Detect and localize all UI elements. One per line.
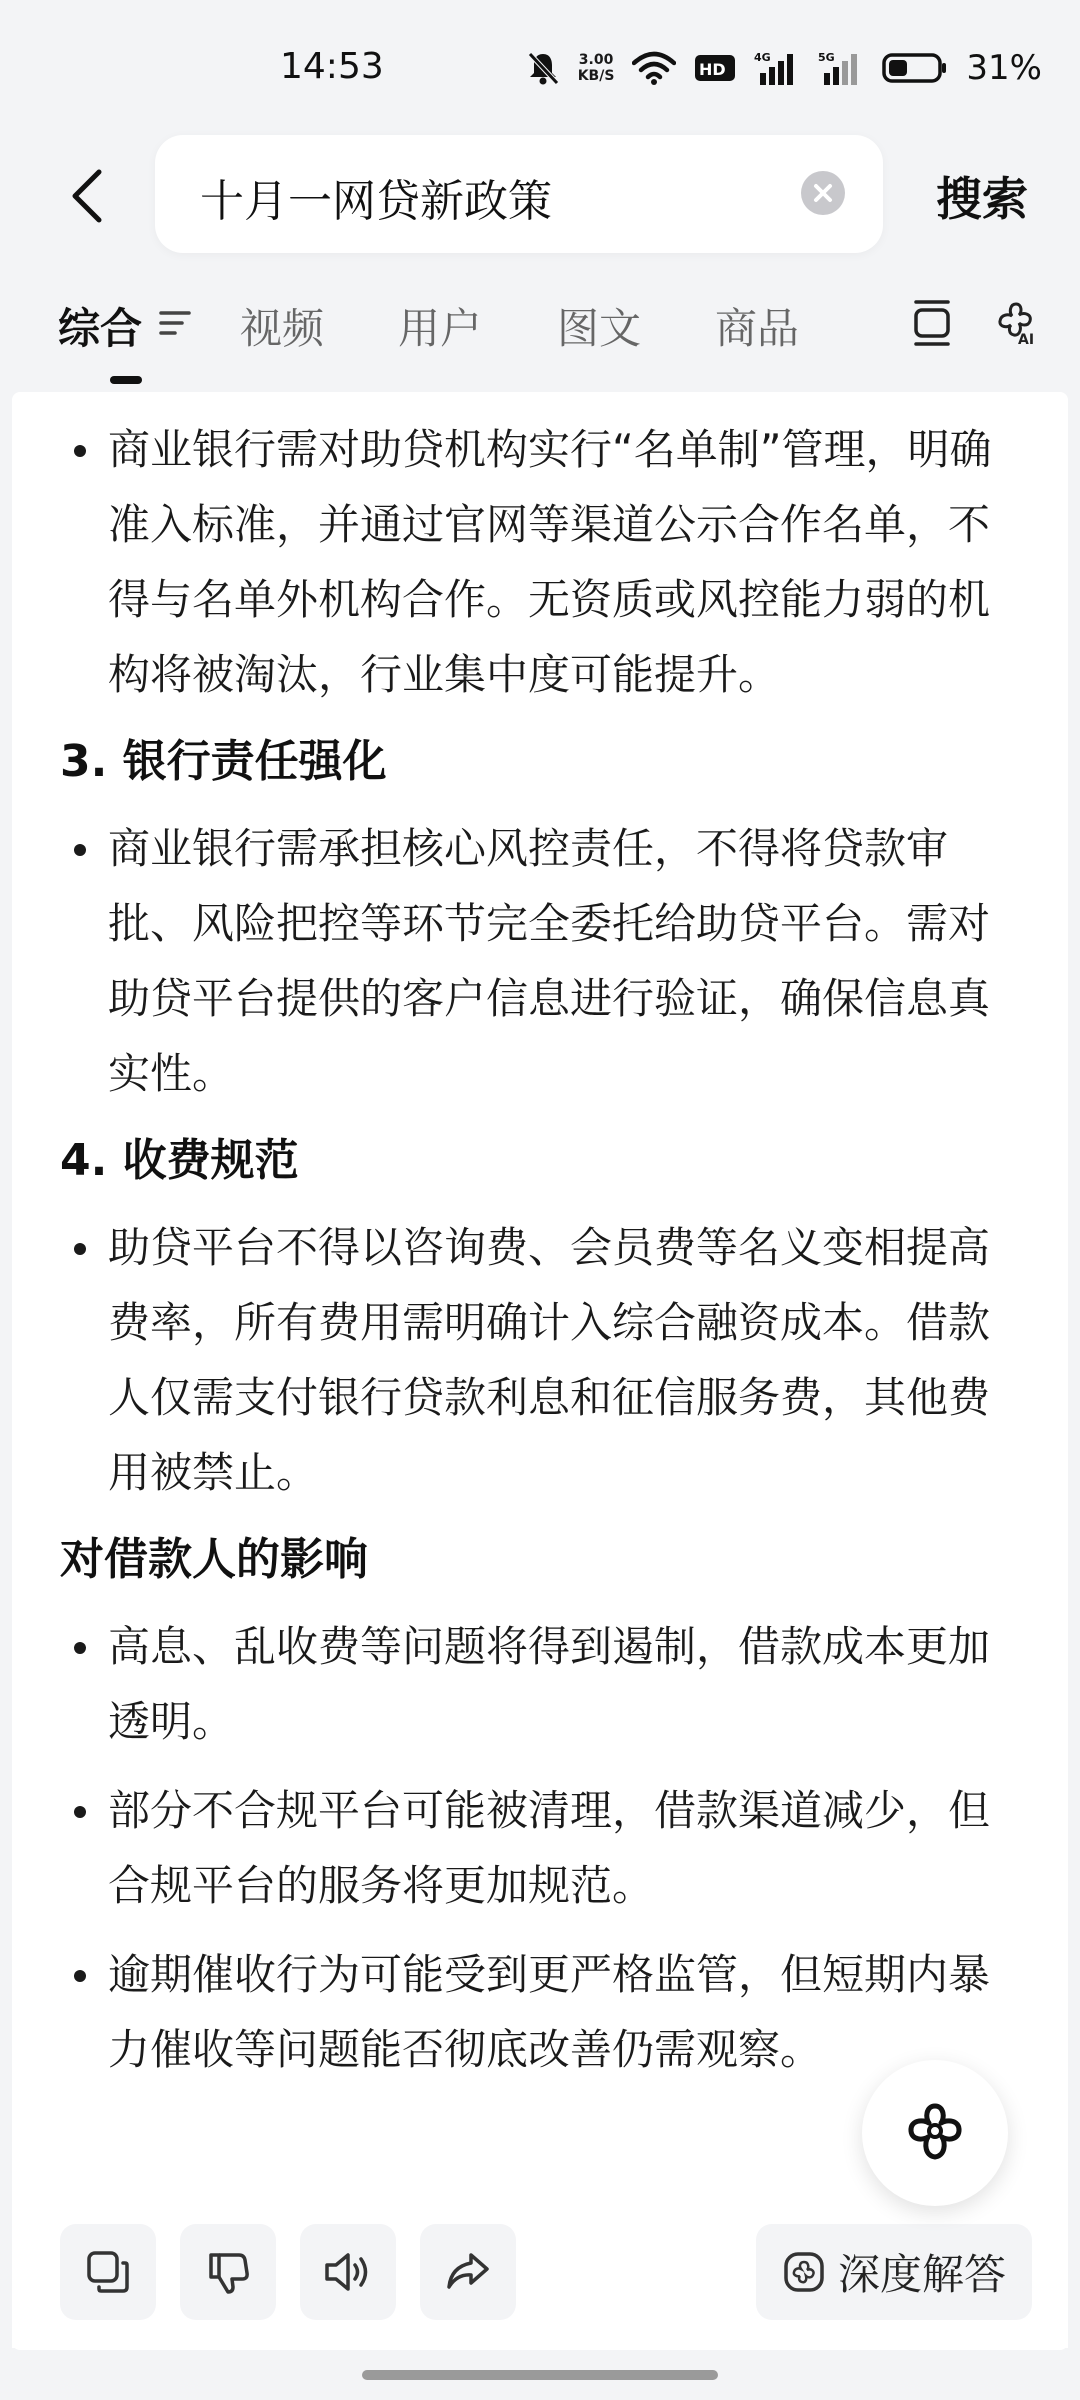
tab-scroll-fade: [840, 280, 910, 370]
hd-icon: [694, 53, 736, 83]
svg-text:5G: 5G: [818, 51, 836, 64]
4g-signal-icon: [754, 51, 800, 85]
answer-actions: [12, 2188, 1068, 2348]
read-aloud-button[interactable]: [300, 2224, 396, 2320]
answer-card: [12, 392, 1068, 2350]
list-item: 商业银行需对助贷机构实行“名单制”管理，明确准入标准，并通过官网等渠道公示合作名单，不得与名单外机构合作。无资质或风控能力弱的机构将被淘汰，行业集中度可能提升。: [60, 412, 1020, 712]
ai-assistant-icon[interactable]: [992, 298, 1040, 352]
home-indicator[interactable]: [362, 2370, 718, 2380]
svg-text:AI: AI: [1018, 332, 1035, 348]
search-query: 十月一网贷新政策: [200, 176, 552, 227]
list-item: 助贷平台不得以咨询费、会员费等名义变相提高费率，所有费用需明确计入综合融资成本。借款人仅需支付银行贷款利息和征信服务费，其他费用被禁止。: [60, 1210, 1020, 1510]
section-heading: 4. 收费规范: [60, 1135, 299, 1186]
section-heading: 对借款人的影响: [60, 1534, 368, 1585]
copy-button[interactable]: [60, 2224, 156, 2320]
read-aloud-icon: [323, 2249, 373, 2295]
share-icon: [445, 2249, 491, 2295]
back-button[interactable]: [52, 161, 122, 231]
deep-answer-button[interactable]: [756, 2224, 1032, 2320]
share-button[interactable]: [420, 2224, 516, 2320]
filter-icon[interactable]: [158, 306, 192, 344]
deep-answer-icon: [782, 2250, 826, 2294]
wifi-icon: [632, 51, 676, 85]
status-bar: [0, 0, 1080, 135]
5g-signal-icon: [818, 51, 864, 85]
tab-users[interactable]: 用户: [398, 304, 483, 353]
dislike-button[interactable]: [180, 2224, 276, 2320]
search-input[interactable]: [155, 135, 883, 253]
list-item: 高息、乱收费等问题将得到遏制，借款成本更加透明。: [60, 1609, 1020, 1759]
tab-video[interactable]: 视频: [240, 304, 325, 353]
section-heading: 3. 银行责任强化: [60, 736, 387, 787]
dislike-icon: [205, 2249, 251, 2295]
net-speed: [578, 52, 615, 84]
answer-content: [60, 412, 1020, 2087]
search-header: [0, 135, 1080, 255]
list-item: 商业银行需承担核心风控责任，不得将贷款审批、风险把控等环节完全委托给助贷平台。需对助贷平台提供的客户信息进行验证，确保信息真实性。: [60, 811, 1020, 1111]
tab-products[interactable]: 商品: [715, 304, 800, 353]
list-item: 逾期催收行为可能受到更严格监管，但短期内暴力催收等问题能否彻底改善仍需观察。: [60, 1937, 1020, 2087]
back-arrow-icon: [67, 168, 107, 224]
copy-icon: [85, 2249, 131, 2295]
svg-text:HD: HD: [699, 60, 727, 79]
list-item: 部分不合规平台可能被清理，借款渠道减少，但合规平台的服务将更加规范。: [60, 1773, 1020, 1923]
mute-bell-icon: [526, 50, 560, 86]
battery-icon: [882, 52, 948, 84]
svg-text:4G: 4G: [754, 51, 772, 64]
flower-icon: [900, 2098, 970, 2168]
status-time: 14:53: [280, 46, 384, 87]
net-speed-unit: KB/S: [577, 68, 615, 84]
battery-percent: 31%: [966, 48, 1042, 88]
search-button[interactable]: 搜索: [936, 172, 1028, 226]
status-icons: [526, 44, 1042, 92]
result-tabs: [0, 280, 1080, 390]
tab-comprehensive[interactable]: 综合: [58, 304, 143, 353]
active-tab-indicator: [110, 376, 142, 384]
clear-icon[interactable]: [801, 171, 845, 215]
tab-menu-icon[interactable]: [910, 298, 954, 352]
floating-ai-button[interactable]: [862, 2060, 1008, 2206]
deep-answer-label: 深度解答: [837, 2250, 1006, 2299]
tab-image-text[interactable]: 图文: [557, 304, 642, 353]
net-speed-value: 3.00: [578, 52, 614, 68]
